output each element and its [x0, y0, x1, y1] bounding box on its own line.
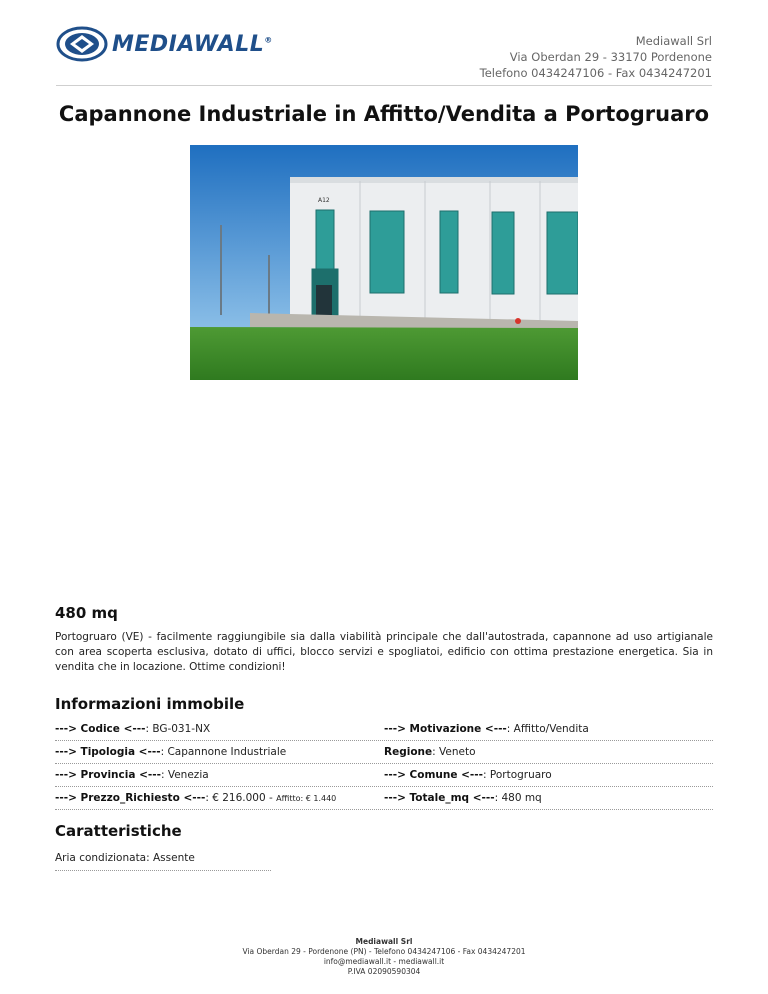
- logo-wordmark: MEDIAWALL®: [112, 31, 273, 57]
- info-row: [55, 764, 713, 787]
- feature-item: Aria condizionata: Assente: [55, 852, 271, 871]
- footer-company-name: Mediawall Srl: [355, 937, 413, 946]
- info-heading: Informazioni immobile: [55, 695, 245, 713]
- info-row: [55, 741, 713, 764]
- footer-address: Via Oberdan 29 - Pordenone (PN) - Telefono 0434247106 - Fax 0434247201: [242, 947, 526, 956]
- info-row: [55, 787, 713, 810]
- features-heading: Caratteristiche: [55, 822, 182, 840]
- info-tipologia: ---> Tipologia <---: Capannone Industriale: [55, 746, 287, 758]
- building-photo-icon: [190, 145, 578, 380]
- mediawall-logo: [56, 26, 273, 62]
- info-totale: ---> Totale_mq <---: 480 mq: [384, 792, 542, 804]
- header-divider: [56, 85, 712, 86]
- info-prezzo: ---> Prezzo_Richiesto <---: € 216.000 - Affitto: € 1.440: [55, 792, 337, 804]
- info-table: [55, 718, 713, 810]
- page-footer: [0, 937, 768, 977]
- footer-contacts: info@mediawall.it - mediawall.it: [323, 957, 445, 966]
- info-codice: ---> Codice <---: BG-031-NX: [55, 723, 211, 735]
- info-row: [55, 718, 713, 741]
- building-sign: A12: [318, 197, 330, 204]
- info-motivazione: ---> Motivazione <---: Affitto/Vendita: [384, 723, 589, 735]
- company-name: Mediawall Srl: [635, 34, 712, 48]
- footer-vat: P.IVA 02090590304: [347, 967, 421, 976]
- logo-emblem-icon: [56, 26, 108, 62]
- info-provincia: ---> Provincia <---: Venezia: [55, 769, 209, 781]
- company-block: [480, 33, 712, 81]
- page-title: Capannone Industriale in Affitto/Vendita a Portogruaro: [58, 102, 710, 126]
- page-header: [0, 0, 768, 86]
- info-comune: ---> Comune <---: Portogruaro: [384, 769, 552, 781]
- company-address: Via Oberdan 29 - 33170 Pordenone: [509, 50, 712, 64]
- info-regione: Regione: Veneto: [384, 746, 476, 758]
- property-description: Portogruaro (VE) - facilmente raggiungibile sia dalla viabilità principale che dall'autostrada, capannone ad uso artigianale con area scoperta esclusiva, dotato di uffici, blocco servizi e spogliatoi, edificio con ottima prestazione energetica. Sia in vendita che in locazione. Ottime condizioni!: [55, 631, 713, 673]
- company-contacts: Telefono 0434247106 - Fax 0434247201: [479, 66, 712, 80]
- size-heading: 480 mq: [55, 604, 118, 622]
- property-photo: [190, 145, 578, 380]
